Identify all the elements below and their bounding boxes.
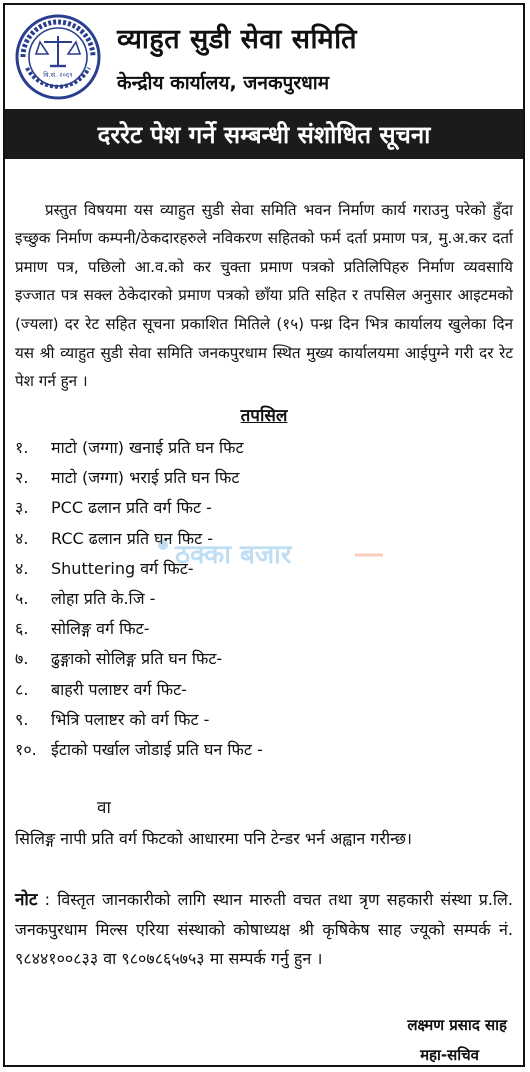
item-text: PCC ढलान प्रति वर्ग फिट -: [51, 498, 212, 518]
list-item: [15, 463, 513, 493]
item-text: ईटाको पर्खाल जोडाई प्रति घन फिट -: [51, 739, 263, 759]
item-text: भित्रि पलाष्टर को वर्ग फिट -: [51, 709, 210, 729]
note-label: नोट: [15, 890, 38, 910]
list-item: [15, 493, 513, 523]
list-item: [15, 614, 513, 644]
note-text: : विस्तृत जानकारीको लागि स्थान मारुती वचत तथा त्रृण सहकारी संस्था प्र.लि. जनकपुरधाम मिल्स एरिया संस्थाको कोषाध्यक्ष श्री कृषिकेष साह ज्यूको सम्पर्क नं. ९८४४१००८३३ वा ९८०७८६५७५३ मा सम्पर्क गर्नु हुन ।: [15, 890, 513, 968]
item-number: ३.: [15, 498, 29, 518]
list-item: [15, 554, 513, 584]
item-number: ६.: [15, 619, 29, 639]
schedule-title: तपसिल: [240, 406, 288, 426]
item-text: ढुङ्गाको सोलिङ्ग प्रति घन फिट-: [51, 649, 223, 669]
notice-title: दररेट पेश गर्ने सम्बन्धी संशोधित सूचना: [97, 120, 431, 149]
watermark-text: ठक्का बजार: [175, 540, 292, 570]
schedule-list: [15, 433, 513, 765]
note-section: [15, 885, 513, 973]
notice-body: [15, 167, 513, 396]
notice-frame: [3, 3, 525, 1067]
item-number: २.: [15, 468, 29, 488]
list-item: [15, 524, 513, 554]
list-item: [15, 675, 513, 705]
list-item: [15, 584, 513, 614]
item-text: बाहरी पलाष्टर वर्ग फिट-: [51, 679, 187, 699]
or-word: वा: [97, 798, 111, 818]
notice-paragraph: प्रस्तुत विषयमा यस व्याहुत सुडी सेवा समिति भवन निर्माण कार्य गराउनु परेको हुँदा इच्छुक निर्माण कम्पनी/ठेकदारहरुले नविकरण सहितको फर्म दर्ता प्रमाण पत्र, मु.अ.कर दर्ता प्रमाण पत्र, पछिलो आ.व.को कर चुक्ता प्रमाण पत्रको प्रतिलिपिहरु निर्माण व्यवसायि इज्जात पत्र सक्ल ठेकेदारको प्रमाण पत्रको छाँया प्रति सहित र तपसिल अनुसार आइटमको (ज्यला) दर रेट सहित सूचना प्रकाशित मितिले (१५) पन्ध्र दिन भित्र कार्यालय खुलेका दिन यस श्री व्याहुत सुडी सेवा समिति जनकपुरधाम स्थित मुख्य कार्यालयमा आईपुग्ने गरी दर रेट पेश गर्न हुन ।: [15, 200, 513, 391]
notice-title-banner: [5, 109, 523, 159]
signer-name: लक्ष्मण प्रसाद साह: [407, 1016, 507, 1034]
list-item: [15, 705, 513, 735]
item-number: ७.: [15, 649, 29, 669]
list-item: [15, 735, 513, 765]
item-number: ४.: [15, 528, 29, 548]
tender-invitation-text: सिलिङ्ग नापी प्रति वर्ग फिटको आधारमा पनि टेन्डर भर्न अह्वान गरीन्छ।: [15, 829, 412, 848]
item-text: RCC ढलान प्रति घन फिट -: [51, 528, 213, 548]
item-number: १.: [15, 438, 29, 457]
seal-text: वि.सं. २०६९: [43, 71, 73, 79]
item-text: माटो (जग्गा) खनाई प्रति घन फिट: [51, 438, 244, 457]
list-item: [15, 644, 513, 674]
item-number: ८.: [15, 679, 29, 699]
item-number: ५.: [15, 588, 29, 608]
office-address: केन्द्रीय कार्यालय, जनकपुरधाम: [117, 72, 330, 94]
item-text: सोलिङ्ग वर्ग फिट-: [51, 619, 150, 639]
organization-name: व्याहुत सुडी सेवा समिति: [117, 24, 358, 55]
organization-seal-icon: [15, 14, 101, 100]
item-number: ९.: [15, 709, 29, 729]
notice-header: [5, 5, 523, 107]
item-text: लोहा प्रति के.जि -: [51, 588, 156, 608]
item-number: १०.: [15, 739, 37, 759]
item-text: माटो (जग्गा) भराई प्रति घन फिट: [51, 468, 240, 488]
item-number: ४.: [15, 558, 29, 578]
signer-title: महा-सचिव: [420, 1046, 479, 1064]
list-item: [15, 433, 513, 463]
item-text: Shuttering वर्ग फिट-: [51, 558, 194, 578]
